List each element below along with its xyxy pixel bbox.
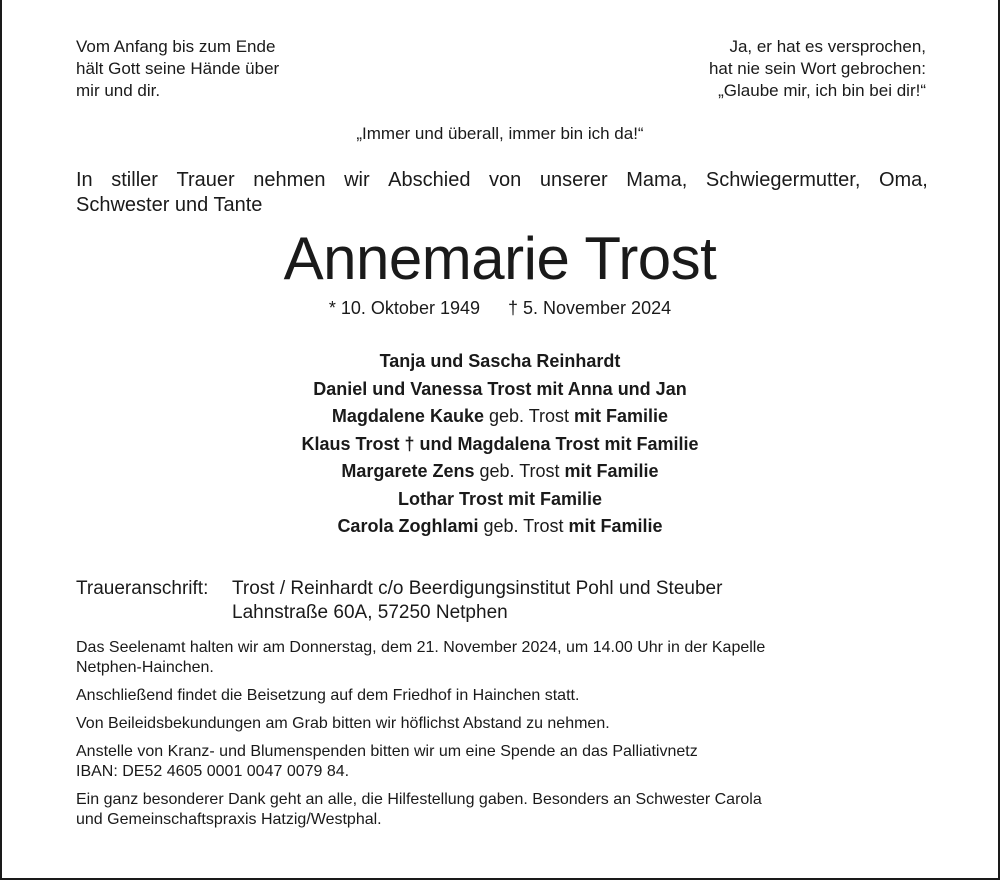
intro-word: wir xyxy=(344,169,370,191)
address-line: Lahnstraße 60A, 57250 Netphen xyxy=(232,602,508,623)
intro-word: Schwiegermutter, xyxy=(705,169,861,191)
address-line: Trost / Reinhardt c/o Beerdigungsinstitut Pohl und Steuber xyxy=(232,578,723,599)
mourner-name: Margarete Zens xyxy=(341,461,475,481)
death-date: † 5. November 2024 xyxy=(508,298,672,318)
verse-line: Ja, er hat es versprochen, xyxy=(729,37,926,56)
verse-line: „Glaube mir, ich bin bei dir!“ xyxy=(718,81,926,100)
service-details xyxy=(76,638,936,838)
verse-left xyxy=(76,36,279,102)
mourner-maiden-note: geb. Trost xyxy=(478,516,569,536)
intro-text xyxy=(76,168,928,218)
intro-word: nehmen xyxy=(253,169,326,191)
mourner-family: mit Familie xyxy=(564,461,659,481)
detail-paragraph xyxy=(76,742,936,782)
mourner-maiden-note: geb. Trost xyxy=(483,406,575,426)
birth-date: * 10. Oktober 1949 xyxy=(328,298,480,318)
mourner-entry xyxy=(2,403,998,431)
detail-paragraph xyxy=(76,790,936,830)
intro-word: Oma, xyxy=(878,169,928,191)
mourner-name: Daniel und Vanessa Trost mit Anna und Jan xyxy=(313,378,687,399)
mourning-address xyxy=(76,577,722,625)
mourner-entry xyxy=(2,458,998,486)
detail-line: Ein ganz besonderer Dank geht an alle, die Hilfestellung gaben. Besonders an Schwester Carola xyxy=(76,791,762,808)
detail-line: Anschließend findet die Beisetzung auf dem Friedhof in Hainchen statt. xyxy=(76,687,580,704)
address-row xyxy=(76,601,722,625)
mourner-name: Magdalene Kauke xyxy=(331,406,484,426)
mourner-name: Tanja und Sascha Reinhardt xyxy=(379,351,621,371)
intro-word: Mama, xyxy=(626,169,688,191)
deceased-name: Annemarie Trost xyxy=(283,225,717,292)
detail-line: Anstelle von Kranz- und Blumenspenden bitten wir um eine Spende an das Palliativnetz xyxy=(76,743,698,760)
mourner-maiden-note: geb. Trost xyxy=(474,461,565,481)
intro-word: stiller xyxy=(111,169,158,191)
detail-line: und Gemeinschaftspraxis Hatzig/Westphal. xyxy=(76,811,382,828)
intro-line-2: Schwester und Tante xyxy=(76,194,263,216)
mourner-entry xyxy=(2,348,998,376)
detail-line: Netphen-Hainchen. xyxy=(76,659,214,676)
intro-word: von xyxy=(489,169,522,191)
mourner-entry xyxy=(2,431,998,459)
detail-paragraph xyxy=(76,686,936,706)
mourner-name: Lothar Trost mit Familie xyxy=(397,488,603,509)
mourner-family: mit Familie xyxy=(574,406,669,426)
intro-line-1 xyxy=(76,168,928,193)
mourner-family: mit Familie xyxy=(568,516,663,536)
detail-paragraph xyxy=(76,714,936,734)
address-label: Traueranschrift: xyxy=(76,578,209,599)
mourner-name: Carola Zoghlami xyxy=(337,516,479,536)
intro-word: Abschied xyxy=(388,169,471,191)
verse-line: mir und dir. xyxy=(76,81,161,100)
life-dates xyxy=(2,298,998,319)
mourners-list xyxy=(2,348,998,541)
mourner-entry xyxy=(2,513,998,541)
address-indent xyxy=(76,601,232,625)
mourner-entry xyxy=(2,376,998,404)
motto: „Immer und überall, immer bin ich da!“ xyxy=(356,124,644,143)
verse-right xyxy=(709,36,926,102)
intro-word: unserer xyxy=(539,169,608,191)
verse-line: hält Gott seine Hände über xyxy=(76,59,280,78)
verse-line: hat nie sein Wort gebrochen: xyxy=(708,59,926,78)
mourner-entry xyxy=(2,486,998,514)
detail-line: Von Beileidsbekundungen am Grab bitten wir höflichst Abstand zu nehmen. xyxy=(76,715,610,732)
intro-word: In xyxy=(76,169,93,191)
intro-word: Trauer xyxy=(176,169,235,191)
verse-line: Vom Anfang bis zum Ende xyxy=(76,37,276,56)
detail-line: Das Seelenamt halten wir am Donnerstag, dem 21. November 2024, um 14.00 Uhr in der Kapelle xyxy=(76,639,766,656)
detail-paragraph xyxy=(76,638,936,678)
mourner-name: Klaus Trost † und Magdalena Trost mit Familie xyxy=(301,433,699,454)
address-row xyxy=(76,577,722,601)
detail-line: IBAN: DE52 4605 0001 0047 0079 84. xyxy=(76,763,350,780)
